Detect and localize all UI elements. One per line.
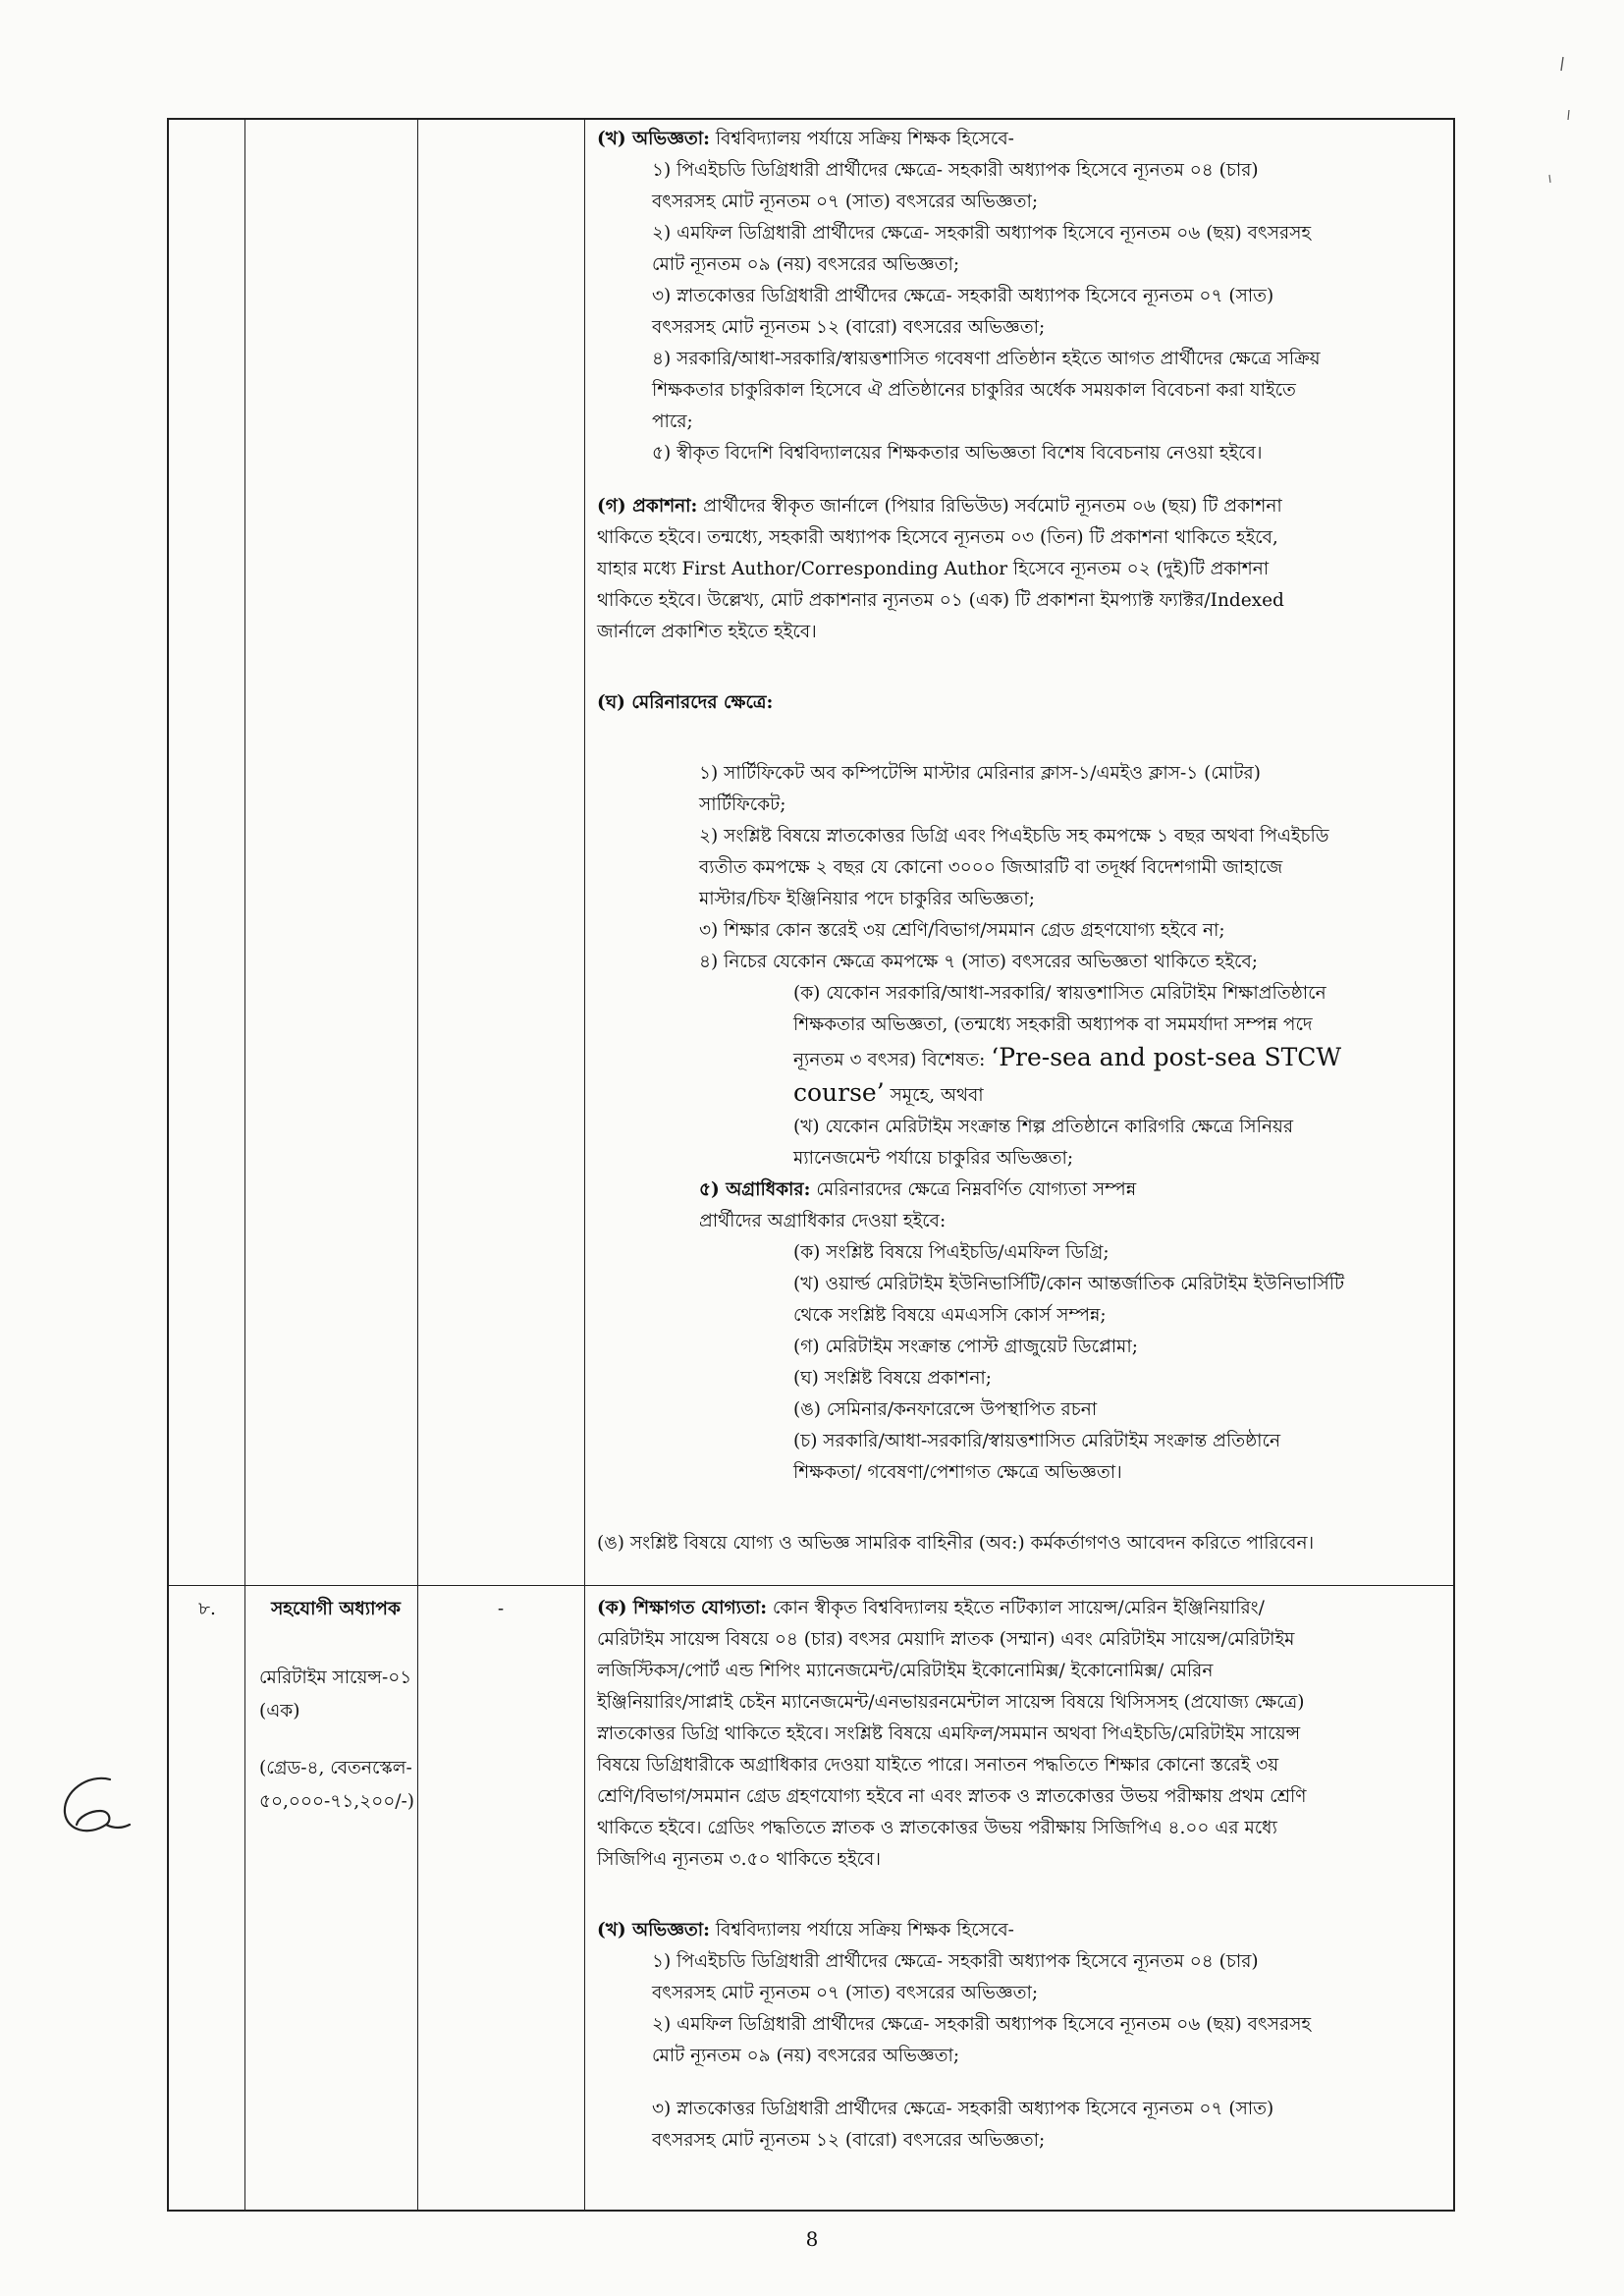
lower-row-requirements xyxy=(597,1593,1447,2157)
mariner-item: সার্টিফিকেট; xyxy=(699,794,786,815)
requirements-table xyxy=(167,118,1455,2212)
publication-line: থাকিতে হইবে। তন্মধ্যে, সহকারী অধ্যাপক হিসেবে ন্যূনতম ০৩ (তিন) টি প্রকাশনা থাকিতে হইবে, xyxy=(597,527,1278,548)
experience-item: মোট ন্যূনতম ০৯ (নয়) বৎসরের অভিজ্ঞতা; xyxy=(652,2046,960,2066)
experience-item: পারে; xyxy=(652,411,693,432)
experience-item: ১) পিএইচডি ডিগ্রিধারী প্রার্থীদের ক্ষেত্রে- সহকারী অধ্যাপক হিসেবে ন্যূনতম ০৪ (চার) xyxy=(652,160,1259,181)
education-line: শ্রেণি/বিভাগ/সমমান গ্রেড গ্রহণযোগ্য হইবে না এবং স্নাতক ও স্নাতকোত্তর উভয় পরীক্ষায় প্রথম শ্রেণি xyxy=(597,1786,1307,1807)
column-divider-2 xyxy=(417,120,418,2210)
post-department: মেরিটাইম সায়েন্স-০১ xyxy=(259,1667,412,1688)
mariner-subitem: ন্যূনতম ৩ বৎসর) বিশেষত: ‘Pre-sea and post-sea STCW xyxy=(793,1043,1342,1071)
handwritten-margin-mark xyxy=(49,1768,137,1846)
priority-item: থেকে সংশ্লিষ্ট বিষয়ে এমএসসি কোর্স সম্পন্ন; xyxy=(793,1305,1107,1326)
experience-item: বৎসরসহ মোট ন্যূনতম ১২ (বারো) বৎসরের অভিজ্ঞতা; xyxy=(652,317,1046,338)
serial-number: ৮. xyxy=(198,1599,216,1619)
priority-item: (গ) মেরিটাইম সংক্রান্ত পোস্ট গ্রাজুয়েট ডিপ্লোমা; xyxy=(793,1337,1138,1357)
experience-item: বৎসরসহ মোট ন্যূনতম ০৭ (সাত) বৎসরের অভিজ্ঞতা; xyxy=(652,1983,1039,2003)
priority-item: (ঘ) সংশ্লিষ্ট বিষয়ে প্রকাশনা; xyxy=(793,1368,992,1389)
priority-item: (ঙ) সেমিনার/কনফারেন্সে উপস্থাপিত রচনা xyxy=(793,1399,1098,1420)
education-paragraph: (ক) শিক্ষাগত যোগ্যতা: কোন স্বীকৃত বিশ্ববিদ্যালয় হইতে নটিক্যাল সায়েন্স/মেরিন ইঞ্জিনিয়ারিং/ xyxy=(597,1598,1265,1618)
priority-item: শিক্ষকতা/ গবেষণা/পেশাগত ক্ষেত্রে অভিজ্ঞতা। xyxy=(793,1462,1122,1483)
mariner-subitem: (ক) যেকোন সরকারি/আধা-সরকারি/ স্বায়ত্তশাসিত মেরিটাইম শিক্ষাপ্রতিষ্ঠানে xyxy=(793,983,1326,1004)
mariner-item: ব্যতীত কমপক্ষে ২ বছর যে কোনো ৩০০০ জিআরটি বা তদূর্ধ্ব বিদেশগামী জাহাজে xyxy=(699,857,1283,878)
experience-item: শিক্ষকতার চাকুরিকাল হিসেবে ঐ প্রতিষ্ঠানের চাকুরির অর্ধেক সময়কাল বিবেচনা করা যাইতে xyxy=(652,380,1296,401)
experience-item: মোট ন্যূনতম ০৯ (নয়) বৎসরের অভিজ্ঞতা; xyxy=(652,254,960,275)
column-divider-1 xyxy=(244,120,245,2210)
mariner-heading: (ঘ) মেরিনারদের ক্ষেত্রে: xyxy=(597,692,774,713)
mariner-item: ৪) নিচের যেকোন ক্ষেত্রে কমপক্ষে ৭ (সাত) বৎসরের অভিজ্ঞতা থাকিতে হইবে; xyxy=(699,952,1258,972)
mariner-subitem: শিক্ষকতার অভিজ্ঞতা, (তন্মধ্যে সহকারী অধ্যাপক বা সমমর্যাদা সম্পন্ন পদে xyxy=(793,1014,1313,1035)
mariner-subitem: ম্যানেজমেন্ট পর্যায়ে চাকুরির অভিজ্ঞতা; xyxy=(793,1148,1074,1169)
experience-item: বৎসরসহ মোট ন্যূনতম ১২ (বারো) বৎসরের অভিজ্ঞতা; xyxy=(652,2130,1046,2151)
post-count: (এক) xyxy=(259,1701,300,1722)
education-line: স্নাতকোত্তর ডিগ্রি থাকিতে হইবে। সংশ্লিষ্ট বিষয়ে এমফিল/সমমান অথবা পিএইচডি/মেরিটাইম সায়েন্স xyxy=(597,1723,1301,1744)
post-details xyxy=(259,1593,412,1819)
priority-item: (ক) সংশ্লিষ্ট বিষয়ে পিএইচডি/এমফিল ডিগ্রি; xyxy=(793,1242,1110,1263)
post-grade: (গ্রেড-৪, বেতনস্কেল- xyxy=(259,1758,412,1778)
experience-item: ৩) স্নাতকোত্তর ডিগ্রিধারী প্রার্থীদের ক্ষেত্রে- সহকারী অধ্যাপক হিসেবে ন্যূনতম ০৭ (সাত) xyxy=(652,286,1274,306)
mariner-item: ৩) শিক্ষার কোন স্তরেই ৩য় শ্রেণি/বিভাগ/সমমান গ্রেড গ্রহণযোগ্য হইবে না; xyxy=(699,920,1225,941)
post-pay-scale: ৫০,০০০-৭১,২০০/-) xyxy=(259,1791,414,1812)
publication-paragraph: (গ) প্রকাশনা: প্রার্থীদের স্বীকৃত জার্নালে (পিয়ার রিভিউড) সর্বমোট ন্যূনতম ০৬ (ছয়) টি প্রকাশনা xyxy=(597,496,1282,517)
experience-item: ৩) স্নাতকোত্তর ডিগ্রিধারী প্রার্থীদের ক্ষেত্রে- সহকারী অধ্যাপক হিসেবে ন্যূনতম ০৭ (সাত) xyxy=(652,2099,1274,2119)
education-line: বিষয়ে ডিগ্রিধারীকে অগ্রাধিকার দেওয়া যাইতে পারে। সনাতন পদ্ধতিতে শিক্ষার কোনো স্তরেই ৩য় xyxy=(597,1755,1279,1776)
mariner-subitem: (খ) যেকোন মেরিটাইম সংক্রান্ত শিল্প প্রতিষ্ঠানে কারিগরি ক্ষেত্রে সিনিয়র xyxy=(793,1117,1294,1137)
post-title: সহযোগী অধ্যাপক xyxy=(271,1599,401,1619)
experience-item: ১) পিএইচডি ডিগ্রিধারী প্রার্থীদের ক্ষেত্রে- সহকারী অধ্যাপক হিসেবে ন্যূনতম ০৪ (চার) xyxy=(652,1951,1259,1972)
education-line: লজিস্টিকস/পোর্ট এন্ড শিপিং ম্যানেজমেন্ট/মেরিটাইম ইকোনোমিক্স/ ইকোনোমিক্স/ মেরিন xyxy=(597,1661,1214,1681)
priority-item: (খ) ওয়ার্ল্ড মেরিটাইম ইউনিভার্সিটি/কোন আন্তর্জাতিক মেরিটাইম ইউনিভার্সিটি xyxy=(793,1274,1345,1294)
mariner-item: মাস্টার/চিফ ইঞ্জিনিয়ার পদে চাকুরির অভিজ্ঞতা; xyxy=(699,889,1035,909)
priority-heading: ৫) অগ্রাধিকার: মেরিনারদের ক্ষেত্রে নিম্নবর্ণিত যোগ্যতা সম্পন্ন xyxy=(699,1179,1137,1200)
experience-item: ২) এমফিল ডিগ্রিধারী প্রার্থীদের ক্ষেত্রে- সহকারী অধ্যাপক হিসেবে ন্যূনতম ০৬ (ছয়) বৎসরসহ xyxy=(652,223,1312,244)
military-officers-note: (ঙ) সংশ্লিষ্ট বিষয়ে যোগ্য ও অভিজ্ঞ সামরিক বাহিনীর (অব:) কর্মকর্তাগণও আবেদন করিতে পারিবেন। xyxy=(597,1533,1315,1554)
priority-line: প্রার্থীদের অগ্রাধিকার দেওয়া হইবে: xyxy=(699,1211,947,1231)
publication-line: জার্নালে প্রকাশিত হইতে হইবে। xyxy=(597,622,817,642)
mariner-item: ১) সার্টিফিকেট অব কম্পিটেন্সি মাস্টার মেরিনার ক্লাস-১/এমইও ক্লাস-১ (মোটর) xyxy=(699,763,1261,784)
empty-column-dash: - xyxy=(497,1599,505,1619)
scan-marks xyxy=(1473,49,1581,187)
education-line: থাকিতে হইবে। গ্রেডিং পদ্ধতিতে স্নাতক ও স্নাতকোত্তর উভয় পরীক্ষায় সিজিপিএ ৪.০০ এর মধ্যে xyxy=(597,1818,1277,1838)
column-divider-3 xyxy=(584,120,585,2210)
experience-item: ৪) সরকারি/আধা-সরকারি/স্বায়ত্তশাসিত গবেষণা প্রতিষ্ঠান হইতে আগত প্রার্থীদের ক্ষেত্রে সক্রিয় xyxy=(652,349,1321,369)
publication-line: থাকিতে হইবে। উল্লেখ্য, মোট প্রকাশনার ন্যূনতম ০১ (এক) টি প্রকাশনা ইমপ্যাক্ট ফ্যাক্টর/Indexed xyxy=(597,590,1284,611)
education-line: সিজিপিএ ন্যূনতম ৩.৫০ থাকিতে হইবে। xyxy=(597,1849,881,1870)
publication-line: যাহার মধ্যে First Author/Corresponding Author হিসেবে ন্যূনতম ০২ (দুই)টি প্রকাশনা xyxy=(597,559,1270,579)
page-number: 8 xyxy=(805,2227,819,2251)
experience-item: ২) এমফিল ডিগ্রিধারী প্রার্থীদের ক্ষেত্রে- সহকারী অধ্যাপক হিসেবে ন্যূনতম ০৬ (ছয়) বৎসরসহ xyxy=(652,2014,1312,2035)
mariner-item: ২) সংশ্লিষ্ট বিষয়ে স্নাতকোত্তর ডিগ্রি এবং পিএইচডি সহ কমপক্ষে ১ বছর অথবা পিএইচডি xyxy=(699,826,1329,847)
education-line: মেরিটাইম সায়েন্স বিষয়ে ০৪ (চার) বৎসর মেয়াদি স্নাতক (সম্মান) এবং মেরিটাইম সায়েন্স/মেরিটাইম xyxy=(597,1629,1295,1650)
experience-item: ৫) স্বীকৃত বিদেশি বিশ্ববিদ্যালয়ের শিক্ষকতার অভিজ্ঞতা বিশেষ বিবেচনায় নেওয়া হইবে। xyxy=(652,443,1263,464)
education-line: ইঞ্জিনিয়ারিং/সাপ্লাই চেইন ম্যানেজমেন্ট/এনভায়রনমেন্টাল সায়েন্স বিষয়ে থিসিসসহ (প্রযোজ্য ক্ষেত্রে) xyxy=(597,1692,1305,1713)
experience-heading: (খ) অভিজ্ঞতা: বিশ্ববিদ্যালয় পর্যায়ে সক্রিয় শিক্ষক হিসেবে- xyxy=(597,1920,1014,1941)
mariner-subitem: course’ সমূহে, অথবা xyxy=(793,1078,984,1107)
priority-item: (চ) সরকারি/আধা-সরকারি/স্বায়ত্তশাসিত মেরিটাইম সংক্রান্ত প্রতিষ্ঠানে xyxy=(793,1431,1281,1451)
row-divider xyxy=(169,1585,1453,1586)
upper-row-requirements xyxy=(597,124,1447,1559)
experience-heading: (খ) অভিজ্ঞতা: বিশ্ববিদ্যালয় পর্যায়ে সক্রিয় শিক্ষক হিসেবে- xyxy=(597,129,1014,149)
experience-item: বৎসরসহ মোট ন্যূনতম ০৭ (সাত) বৎসরের অভিজ্ঞতা; xyxy=(652,191,1039,212)
